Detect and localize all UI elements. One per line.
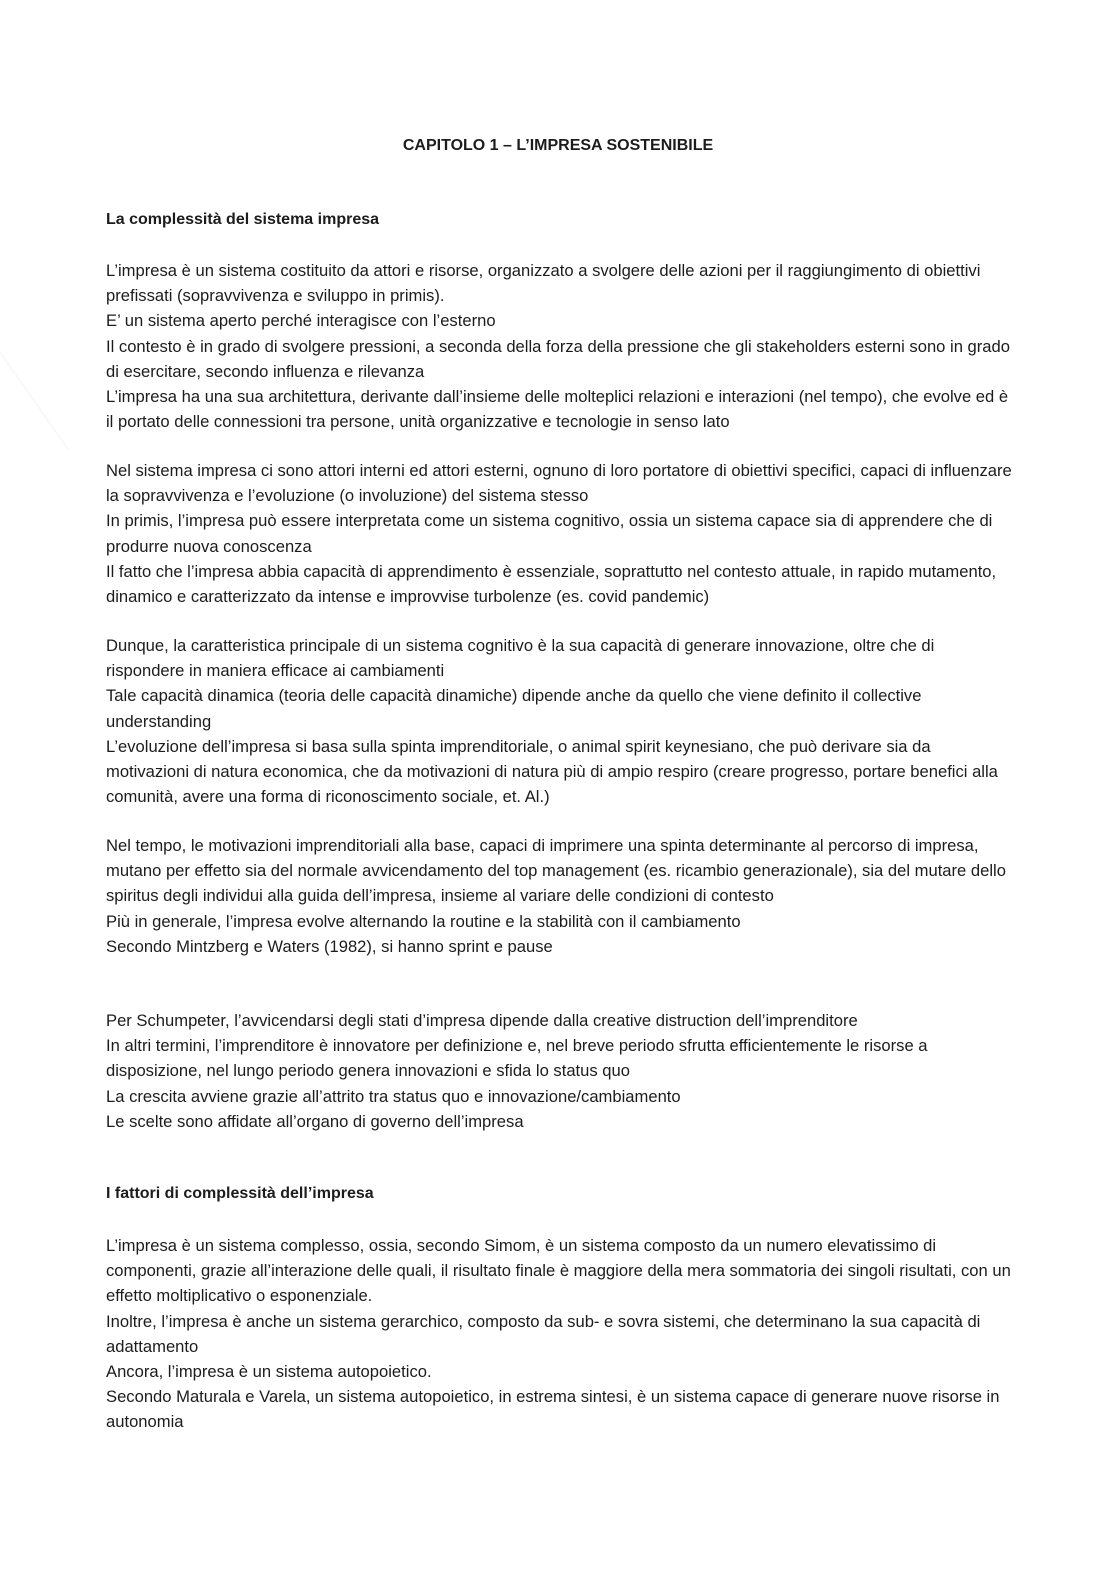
paragraph-line: La crescita avviene grazie all’attrito tra status quo e innovazione/cambiamento xyxy=(106,1086,681,1106)
paragraph-line: Tale capacità dinamica (teoria delle capacità dinamiche) dipende anche da quello che viene definito il collective understanding xyxy=(106,686,922,731)
chapter-title: CAPITOLO 1 – L’IMPRESA SOSTENIBILE xyxy=(402,137,714,154)
paragraph-block xyxy=(106,258,1016,434)
paragraph-line: In altri termini, l’imprenditore è innovatore per definizione e, nel breve periodo sfrutta efficientemente le risorse a disposizione, nel lungo periodo genera innovazioni e sfida lo status quo xyxy=(106,1036,928,1081)
paragraph-line: Inoltre, l’impresa è anche un sistema gerarchico, composto da sub- e sovra sistemi, che determinano la sua capacità di adattamento xyxy=(106,1311,981,1356)
paragraph-line: Più in generale, l’impresa evolve alternando la routine e la stabilità con il cambiamento xyxy=(106,911,741,931)
section-heading: I fattori di complessità dell’impresa xyxy=(106,1185,374,1202)
paragraph-line: Per Schumpeter, l’avvicendarsi degli stati d’impresa dipende dalla creative distruction dell’imprenditore xyxy=(106,1011,858,1030)
paragraph-line: L’evoluzione dell’impresa si basa sulla spinta imprenditoriale, o animal spirit keynesiano, che può derivare sia da motivazioni di natura economica, che da motivazioni di natura più di ampio respiro (creare progresso, portare benefici alla comunità, avere una forma di riconoscimento sociale, et. Al.) xyxy=(106,736,998,807)
paragraph-line: L’impresa è un sistema complesso, ossia, secondo Simom, è un sistema composto da un numero elevatissimo di componenti, grazie all’interazione delle quali, il risultato finale è maggiore della mera sommatoria dei singoli risultati, con un effetto moltiplicativo o esponenziale. xyxy=(106,1236,1011,1306)
paragraph-line: Dunque, la caratteristica principale di un sistema cognitivo è la sua capacità di generare innovazione, oltre che di rispondere in maniera efficace ai cambiamenti xyxy=(106,636,935,681)
paragraph-line: Nel tempo, le motivazioni imprenditoriali alla base, capaci di imprimere una spinta determinante al percorso di impresa, mutano per effetto sia del normale avvicendamento del top management (es. ricambio generazionale), sia del mutare dello spiritus degli individui alla guida dell’impresa, insieme al variare delle condizioni di contesto xyxy=(106,836,1006,906)
paragraph-line: E’ un sistema aperto perché interagisce con l’esterno xyxy=(106,311,496,331)
paragraph-line: Il contesto è in grado di svolgere pressioni, a seconda della forza della pressione che gli stakeholders esterni sono in grado di esercitare, secondo influenza e rilevanza xyxy=(106,336,1010,381)
paragraph-block xyxy=(106,1233,1016,1435)
paragraph-block xyxy=(106,833,1016,959)
paragraph-block xyxy=(106,633,1016,809)
section-heading: La complessità del sistema impresa xyxy=(106,211,380,228)
paragraph-block xyxy=(106,1008,1016,1134)
paragraph-line: In primis, l’impresa può essere interpretata come un sistema cognitivo, ossia un sistema capace sia di apprendere che di produrre nuova conoscenza xyxy=(106,511,993,556)
paragraph-line: Il fatto che l’impresa abbia capacità di apprendimento è essenziale, soprattutto nel contesto attuale, in rapido mutamento, dinamico e caratterizzato da intense e improvvise turbolenze (es. covid pandemic) xyxy=(106,561,997,607)
paragraph-line: L’impresa ha una sua architettura, derivante dall’insieme delle molteplici relazioni e interazioni (nel tempo), che evolve ed è il portato delle connessioni tra persone, unità organizzative e tecnologie in senso lato xyxy=(106,387,1009,432)
paragraph-line: Secondo Maturala e Varela, un sistema autopoietico, in estrema sintesi, è un sistema capace di generare nuove risorse in autonomia xyxy=(106,1387,1000,1432)
paragraph-block xyxy=(106,458,1016,609)
paragraph-line: Ancora, l’impresa è un sistema autopoietico. xyxy=(106,1362,432,1382)
paragraph-line: L’impresa è un sistema costituito da attori e risorse, organizzato a svolgere delle azioni per il raggiungimento di obiettivi prefissati (sopravvivenza e sviluppo in primis). xyxy=(106,261,981,306)
paragraph-line: Le scelte sono affidate all’organo di governo dell’impresa xyxy=(106,1111,524,1131)
paragraph-line: Nel sistema impresa ci sono attori interni ed attori esterni, ognuno di loro portatore di obiettivi specifici, capaci di influenzare la sopravvivenza e l’evoluzione (o involuzione) del sistema stesso xyxy=(106,461,1012,506)
paragraph-line: Secondo Mintzberg e Waters (1982), si hanno sprint e pause xyxy=(106,936,553,956)
